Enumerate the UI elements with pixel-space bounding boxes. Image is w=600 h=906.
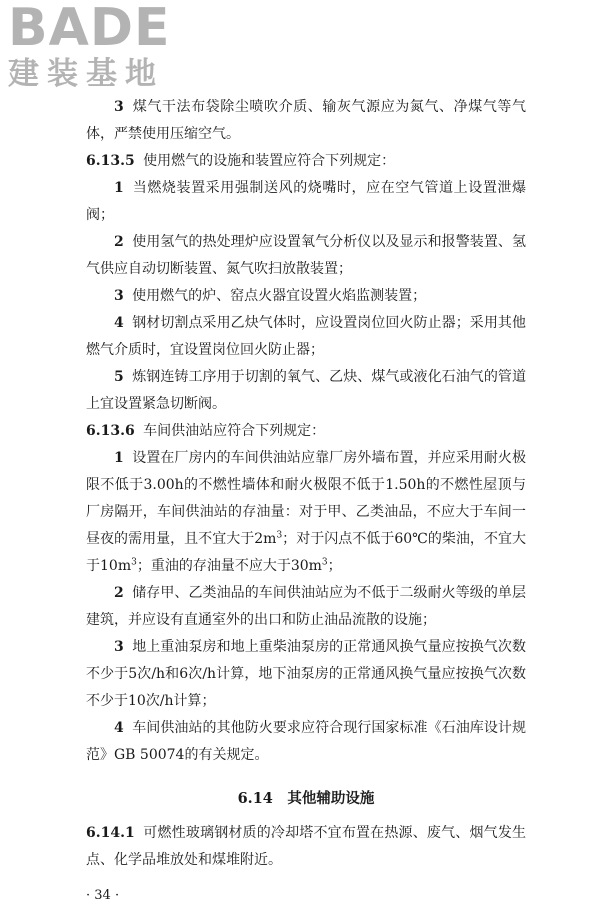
item-number: 2 [114,585,124,601]
item-6-13-5-3 [86,283,526,310]
item-text: 地上重油泵房和地上重柴油泵房的正常通风换气量应按换气次数不少于5次/h和6次/h计算，地下油泵房的正常通风换气量应按换气次数不少于10次/h计算； [86,639,526,709]
item-text-part: ；重油的存油量不应大于30m [136,558,322,574]
item-6-13-5-4 [86,310,526,364]
item-text: 车间供油站的其他防火要求应符合现行国家标准《石油库设计规范》GB 50074的有关规定。 [86,720,526,763]
item-6-13-5-1 [86,175,526,229]
item-number: 2 [114,234,124,250]
superscript: 3 [131,557,137,568]
item-6-13-6-3 [86,634,526,715]
document-body [86,94,526,906]
clause-text: 车间供油站应符合下列规定： [143,423,326,439]
superscript: 3 [276,530,283,541]
bade-logo [8,2,178,94]
logo-subtitle: 建装基地 [8,56,164,92]
page-number: · 34 · [86,888,120,903]
section-number: 6.14 [237,790,273,807]
item-text: 钢材切割点采用乙炔气体时，应设置岗位回火防止器；采用其他燃气介质时，宜设置岗位回火防止器； [86,315,526,358]
clause-text: 使用燃气的设施和装置应符合下列规定： [143,153,396,169]
item-number: 3 [114,99,124,115]
superscript: 3 [321,557,328,568]
item-6-13-5-5 [86,364,526,418]
item-6-13-5-2 [86,229,526,283]
logo-wordmark: BADE [8,0,171,58]
item-text: 当燃烧装置采用强制送风的烧嘴时，应在空气管道上设置泄爆阀； [86,180,526,223]
item-text-part: ；对于闪点不低于60℃的柴油，不宜大于10m [86,531,526,574]
item-text-part: 设置在厂房内的车间供油站应靠厂房外墙布置，并应采用耐火极限不低于3.00h的不燃性墙体和耐火极限不低于1.50h的不燃性屋顶与厂房隔开，车间供油站的存油量：对于甲、乙类油品，不应大于车间一昼夜的需用量，且不宜大于2m [86,450,526,547]
item-6-13-6-4 [86,715,526,769]
clause-number: 6.13.6 [86,423,135,439]
item-text-part: ； [327,558,342,574]
item-number: 4 [114,720,124,736]
section-heading [86,787,526,808]
clause-6-13-6 [86,418,526,445]
item-number: 1 [114,450,124,466]
item-number: 4 [114,315,124,331]
section-title: 其他辅助设施 [287,790,375,807]
item-text: 炼钢连铸工序用于切割的氧气、乙炔、煤气或液化石油气的管道上宜设置紧急切断阀。 [86,369,526,412]
item-6-13-4-3 [86,94,526,148]
clause-6-13-5 [86,148,526,175]
item-number: 5 [114,369,124,385]
item-number: 3 [114,288,124,304]
clause-number: 6.14.1 [86,825,135,841]
item-text: 煤气干法布袋除尘喷吹介质、输灰气源应为氮气、净煤气等气体，严禁使用压缩空气。 [86,99,526,142]
item-text: 使用氢气的热处理炉应设置氧气分析仪以及显示和报警装置、氢气供应自动切断装置、氮气吹扫放散装置； [86,234,526,277]
item-6-13-6-2 [86,580,526,634]
item-6-13-6-1 [86,445,526,580]
item-text: 储存甲、乙类油品的车间供油站应为不低于二级耐火等级的单层建筑，并应设有直通室外的出口和防止油品流散的设施； [86,585,526,628]
clause-number: 6.13.5 [86,153,135,169]
item-number: 3 [114,639,124,655]
clause-text: 可燃性玻璃钢材质的冷却塔不宜布置在热源、废气、烟气发生点、化学品堆放处和煤堆附近。 [86,825,526,868]
item-text: 使用燃气的炉、窑点火器宜设置火焰监测装置； [132,288,427,304]
item-number: 1 [114,180,124,196]
clause-6-14-1 [86,820,526,874]
